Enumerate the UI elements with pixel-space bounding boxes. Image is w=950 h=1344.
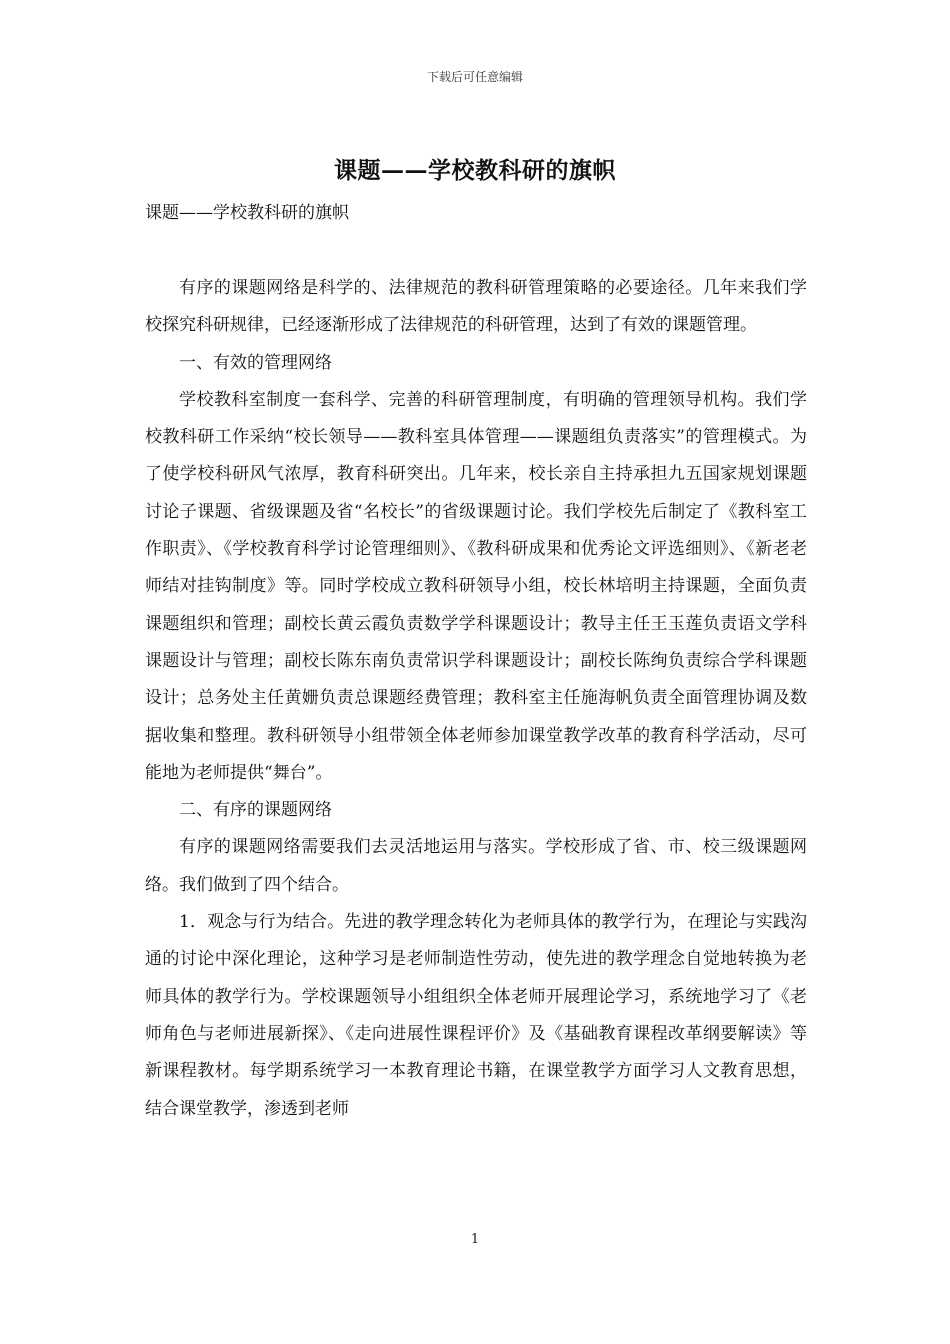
document-body xyxy=(145,270,807,1128)
document-subtitle: 课题——学校教科研的旗帜 xyxy=(145,203,349,223)
paragraph-intro: 有序的课题网络是科学的、法律规范的教科研管理策略的必要途径。几年来我们学校探究科研规律，已经逐渐形成了法律规范的科研管理，达到了有效的课题管理。 xyxy=(145,278,807,336)
section-heading-1: 一、有效的管理网络 xyxy=(179,352,332,373)
section-heading-2: 二、有序的课题网络 xyxy=(179,800,332,821)
paragraph-management: 学校教科室制度一套科学、完善的科研管理制度，有明确的管理领导机构。我们学校教科研工作采纳“校长领导——教科室具体管理——课题组负责落实”的管理模式。为了使学校科研风气浓厚，教育科研突出。几年来，校长亲自主持承担九五国家规划课题讨论子课题、省级课题及省“名校长”的省级课题讨论。我们学校先后制定了《教科室工作职责》、《学校教育科学讨论管理细则》、《教科研成果和优秀论文评选细则》、《新老老师结对挂钩制度》等。同时学校成立教科研领导小组，校长林培明主持课题，全面负责课题组织和管理；副校长黄云霞负责数学学科课题设计；教导主任王玉莲负责语文学科课题设计与管理；副校长陈东南负责常识学科课题设计；副校长陈绚负责综合学科课题设计；总务处主任黄姗负责总课题经费管理；教科室主任施海帆负责全面管理协调及数据收集和整理。教科研领导小组带领全体老师参加课堂教学改革的教育科学活动，尽可能地为老师提供“舞台”。 xyxy=(145,389,807,783)
page-number: 1 xyxy=(470,1232,480,1247)
paragraph-point-1: 1．观念与行为结合。先进的教学理念转化为老师具体的教学行为，在理论与实践沟通的讨论中深化理论，这种学习是老师制造性劳动，使先进的教学理念自觉地转换为老师具体的教学行为。学校课题领导小组组织全体老师开展理论学习，系统地学习了《老师角色与老师进展新探》、《走向进展性课程评价》及《基础教育课程改革纲要解读》等新课程教材。每学期系统学习一本教育理论书籍，在课堂教学方面学习人文教育思想，结合课堂教学，渗透到老师 xyxy=(145,912,807,1119)
document-title: 课题——学校教科研的旗帜 xyxy=(334,157,616,184)
page-header: 下载后可任意编辑 xyxy=(426,70,523,84)
paragraph-network: 有序的课题网络需要我们去灵活地运用与落实。学校形成了省、市、校三级课题网络。我们做到了四个结合。 xyxy=(145,837,807,895)
